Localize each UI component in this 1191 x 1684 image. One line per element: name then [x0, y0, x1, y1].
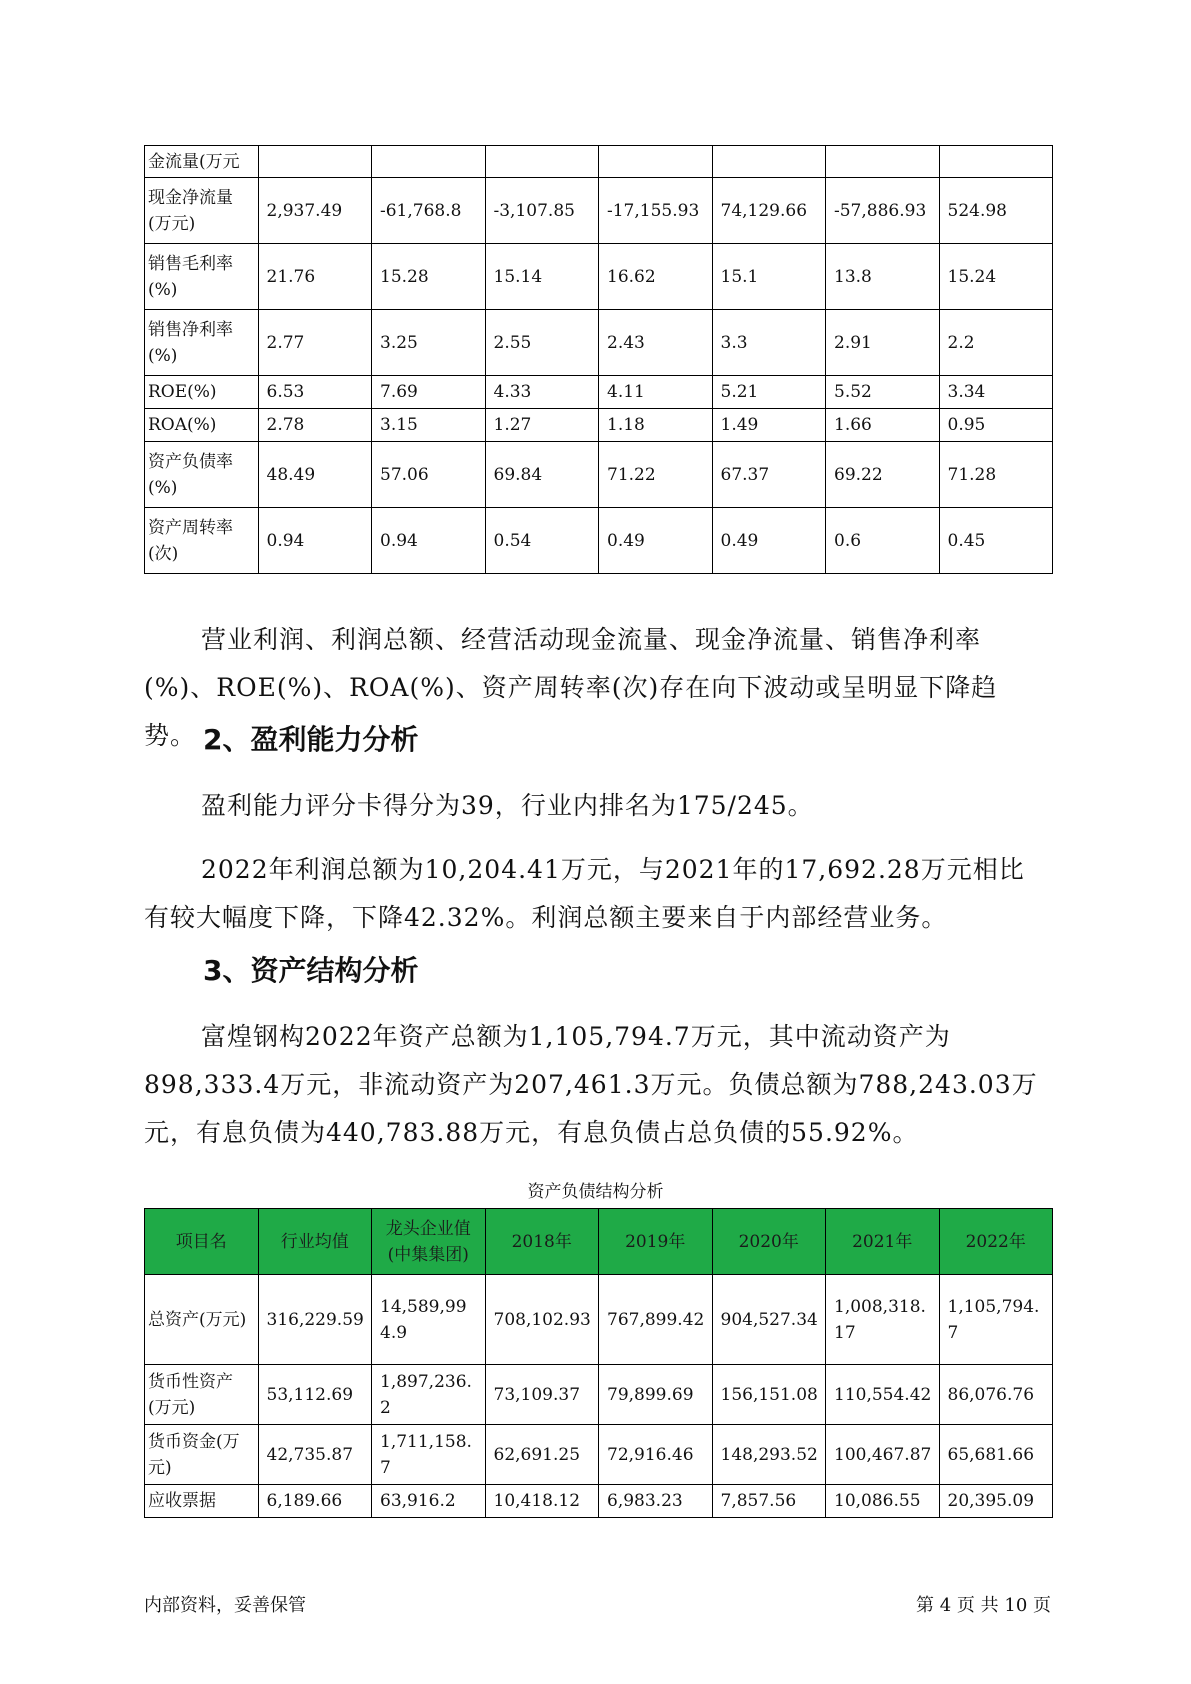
table-cell	[372, 146, 486, 178]
table-row	[145, 244, 1053, 310]
table-cell: 57.06	[372, 442, 486, 508]
table-cell: 2.2	[939, 310, 1053, 376]
table-cell: 0.49	[712, 508, 826, 574]
table-cell: 6,189.66	[258, 1485, 372, 1518]
table-cell	[485, 146, 599, 178]
table-cell: 316,229.59	[258, 1275, 372, 1365]
table-cell: 110,554.42	[826, 1365, 940, 1425]
table-cell: 2.77	[258, 310, 372, 376]
asset-structure-paragraph: 富煌钢构2022年资产总额为1,105,794.7万元，其中流动资产为898,333.4万元，非流动资产为207,461.3万元。负债总额为788,243.03万元，有息负债为440,783.88万元，有息负债占总负债的55.92%。	[144, 1022, 1038, 1147]
table-cell: 0.49	[599, 508, 713, 574]
column-header: 2021年	[826, 1209, 940, 1275]
row-label: 销售毛利率(%)	[145, 244, 259, 310]
table-cell: 1,008,318.17	[826, 1275, 940, 1365]
table-cell: 71.28	[939, 442, 1053, 508]
table-cell: 53,112.69	[258, 1365, 372, 1425]
table-cell: 2.78	[258, 409, 372, 442]
column-header: 行业均值	[258, 1209, 372, 1275]
table-cell: 3.25	[372, 310, 486, 376]
table-cell: -17,155.93	[599, 178, 713, 244]
column-header: 2019年	[599, 1209, 713, 1275]
table-cell: 6,983.23	[599, 1485, 713, 1518]
table-cell: -61,768.8	[372, 178, 486, 244]
table-row	[145, 409, 1053, 442]
row-label: 金流量(万元	[145, 146, 259, 178]
table-cell: 62,691.25	[485, 1425, 599, 1485]
table-cell: 0.54	[485, 508, 599, 574]
table-cell: 21.76	[258, 244, 372, 310]
table-cell: 0.6	[826, 508, 940, 574]
table-cell: 5.52	[826, 376, 940, 409]
table-cell: 86,076.76	[939, 1365, 1053, 1425]
table-cell: 708,102.93	[485, 1275, 599, 1365]
table-cell: 67.37	[712, 442, 826, 508]
table-cell	[826, 146, 940, 178]
profit-score-paragraph: 盈利能力评分卡得分为39，行业内排名为175/245。	[201, 791, 814, 820]
table-cell: 7.69	[372, 376, 486, 409]
column-header: 2022年	[939, 1209, 1053, 1275]
table-cell: 72,916.46	[599, 1425, 713, 1485]
row-label: 现金净流量(万元)	[145, 178, 259, 244]
table-cell: 65,681.66	[939, 1425, 1053, 1485]
confidential-note: 内部资料，妥善保管	[144, 1595, 306, 1616]
table-cell: 0.94	[258, 508, 372, 574]
row-label: 总资产(万元)	[145, 1275, 259, 1365]
table-cell: 10,086.55	[826, 1485, 940, 1518]
row-label: 资产周转率(次)	[145, 508, 259, 574]
row-label: 货币性资产(万元)	[145, 1365, 259, 1425]
column-header: 龙头企业值(中集集团)	[372, 1209, 486, 1275]
table-cell: -57,886.93	[826, 178, 940, 244]
table-cell: 10,418.12	[485, 1485, 599, 1518]
trend-paragraph: 营业利润、利润总额、经营活动现金流量、现金净流量、销售净利率(%)、ROE(%)、ROA(%)、资产周转率(次)存在向下波动或呈明显下降趋势。	[144, 625, 998, 750]
table-cell: 69.84	[485, 442, 599, 508]
table-cell: 2,937.49	[258, 178, 372, 244]
table-cell: 1.66	[826, 409, 940, 442]
table-row	[145, 442, 1053, 508]
table-cell: 3.15	[372, 409, 486, 442]
table-cell: 2.55	[485, 310, 599, 376]
row-label: ROA(%)	[145, 409, 259, 442]
table-cell: 1,897,236.2	[372, 1365, 486, 1425]
table-cell: 7,857.56	[712, 1485, 826, 1518]
table-cell: 13.8	[826, 244, 940, 310]
table-cell: 767,899.42	[599, 1275, 713, 1365]
table-row	[145, 178, 1053, 244]
table-cell: 148,293.52	[712, 1425, 826, 1485]
table-cell: 1,711,158.7	[372, 1425, 486, 1485]
table-row	[145, 376, 1053, 409]
table-cell: 6.53	[258, 376, 372, 409]
table-cell: 74,129.66	[712, 178, 826, 244]
table-row	[145, 1275, 1053, 1365]
table-cell: 1.18	[599, 409, 713, 442]
table-cell: 5.21	[712, 376, 826, 409]
table-cell: 904,527.34	[712, 1275, 826, 1365]
table-row	[145, 508, 1053, 574]
table-cell: 69.22	[826, 442, 940, 508]
table-cell: 1.49	[712, 409, 826, 442]
page-number: 第 4 页 共 10 页	[916, 1595, 1051, 1616]
table-cell: 71.22	[599, 442, 713, 508]
financial-ratio-table	[144, 145, 1053, 574]
table-cell: 0.45	[939, 508, 1053, 574]
table-cell: 2.43	[599, 310, 713, 376]
table-cell: 42,735.87	[258, 1425, 372, 1485]
asset-liability-table	[144, 1208, 1053, 1518]
table-caption: 资产负债结构分析	[527, 1182, 664, 1202]
table-cell: 1,105,794.7	[939, 1275, 1053, 1365]
table-row	[145, 1425, 1053, 1485]
table-cell: 15.24	[939, 244, 1053, 310]
table-cell: 4.33	[485, 376, 599, 409]
table-cell: 156,151.08	[712, 1365, 826, 1425]
row-label: 销售净利率(%)	[145, 310, 259, 376]
table-cell: 524.98	[939, 178, 1053, 244]
table-row	[145, 1485, 1053, 1518]
table-cell	[712, 146, 826, 178]
table-cell: 20,395.09	[939, 1485, 1053, 1518]
table-cell: 14,589,994.9	[372, 1275, 486, 1365]
table-cell	[939, 146, 1053, 178]
column-header: 项目名	[145, 1209, 259, 1275]
table-cell: 1.27	[485, 409, 599, 442]
table-cell: 0.95	[939, 409, 1053, 442]
row-label: 货币资金(万元)	[145, 1425, 259, 1485]
table-row	[145, 1365, 1053, 1425]
table-cell: 48.49	[258, 442, 372, 508]
table-cell: 0.94	[372, 508, 486, 574]
section-heading-profitability: 2、盈利能力分析	[203, 723, 419, 756]
table-cell: 3.3	[712, 310, 826, 376]
table-cell: 15.28	[372, 244, 486, 310]
table-row	[145, 310, 1053, 376]
table-cell: -3,107.85	[485, 178, 599, 244]
table-cell: 2.91	[826, 310, 940, 376]
table-cell: 4.11	[599, 376, 713, 409]
table-cell: 63,916.2	[372, 1485, 486, 1518]
table-cell: 3.34	[939, 376, 1053, 409]
table-cell: 79,899.69	[599, 1365, 713, 1425]
table-row	[145, 146, 1053, 178]
column-header: 2018年	[485, 1209, 599, 1275]
table-cell: 100,467.87	[826, 1425, 940, 1485]
column-header: 2020年	[712, 1209, 826, 1275]
row-label: 资产负债率(%)	[145, 442, 259, 508]
table-cell: 15.14	[485, 244, 599, 310]
row-label: 应收票据	[145, 1485, 259, 1518]
profit-total-paragraph: 2022年利润总额为10,204.41万元，与2021年的17,692.28万元相比有较大幅度下降，下降42.32%。利润总额主要来自于内部经营业务。	[144, 855, 1025, 932]
table-cell	[258, 146, 372, 178]
table-cell: 15.1	[712, 244, 826, 310]
table-cell	[599, 146, 713, 178]
section-heading-asset-structure: 3、资产结构分析	[203, 954, 419, 987]
row-label: ROE(%)	[145, 376, 259, 409]
table-cell: 73,109.37	[485, 1365, 599, 1425]
table-cell: 16.62	[599, 244, 713, 310]
